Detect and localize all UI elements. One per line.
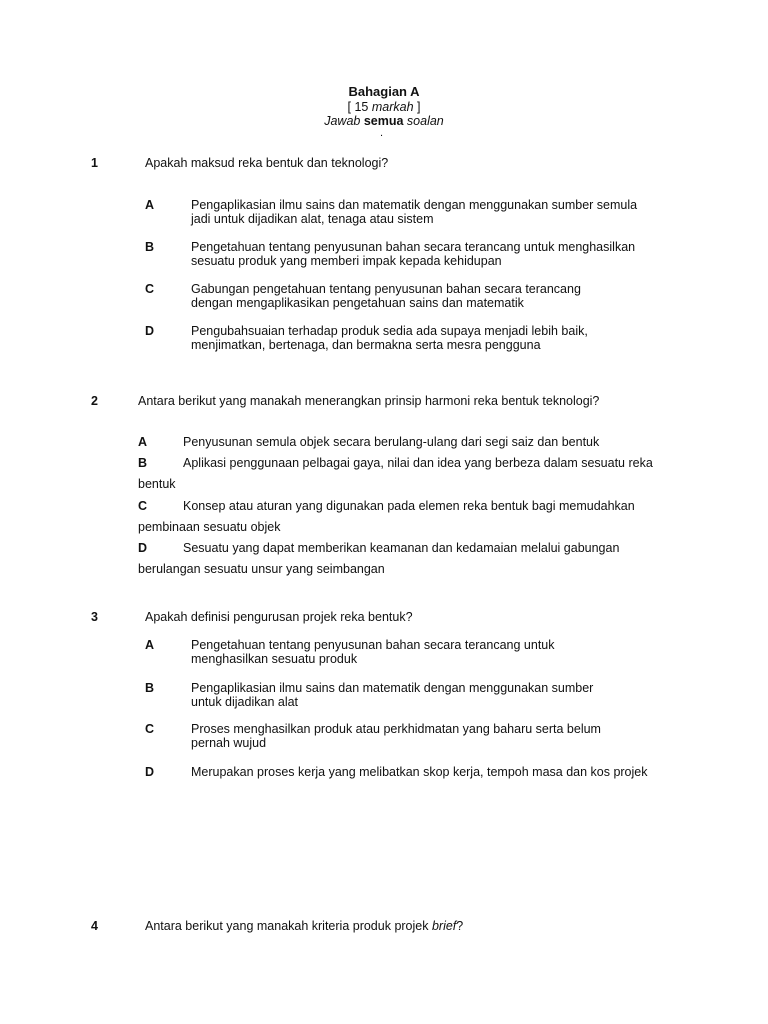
option-line: Pengetahuan tentang penyusunan bahan secara terancang untuk menghasilkan <box>191 240 636 254</box>
question-text: Apakah maksud reka bentuk dan teknologi? <box>145 156 389 170</box>
option-text <box>191 240 711 268</box>
question-number: 4 <box>91 919 98 933</box>
question-text <box>145 919 463 933</box>
option-label: B <box>138 456 148 470</box>
option-label: C <box>145 722 155 736</box>
option-line: Sesuatu yang dapat memberikan keamanan dan kedamaian melalui gabungan <box>183 541 620 555</box>
option-line: Pengaplikasian ilmu sains dan matematik dengan menggunakan sumber <box>191 681 594 695</box>
option-label: A <box>145 638 155 652</box>
option-line: Proses menghasilkan produk atau perkhidmatan yang baharu serta belum <box>191 722 601 736</box>
option-text <box>191 282 711 310</box>
option-label: B <box>145 681 155 695</box>
instruction-line <box>0 114 768 128</box>
option-text <box>191 722 711 750</box>
marks-line <box>0 100 768 114</box>
option-line: berulangan sesuatu unsur yang seimbangan <box>138 562 385 576</box>
marks-open: [ 15 <box>347 100 372 114</box>
option-text <box>191 765 731 779</box>
option-text <box>191 324 711 352</box>
instr-jawab: Jawab <box>324 114 361 128</box>
option-line: Pengaplikasian ilmu sains dan matematik dengan menggunakan sumber semula <box>191 198 638 212</box>
question-text-part: Antara berikut yang manakah kriteria produk projek <box>145 919 432 933</box>
option-line: Penyusunan semula objek secara berulang-ulang dari segi saiz dan bentuk <box>183 435 600 449</box>
option-line: Konsep atau aturan yang digunakan pada elemen reka bentuk bagi memudahkan <box>183 499 635 513</box>
option-text <box>191 638 711 666</box>
header-dot: . <box>380 127 384 139</box>
option-text <box>191 198 711 226</box>
instr-semua: semua <box>360 114 404 128</box>
section-title: Bahagian A <box>348 84 420 99</box>
question-number: 2 <box>91 394 98 408</box>
question-number: 3 <box>91 610 98 624</box>
option-label: C <box>138 499 148 513</box>
option-line: Pengubahsuaian terhadap produk sedia ada supaya menjadi lebih baik, <box>191 324 588 338</box>
instr-soalan: soalan <box>403 114 444 128</box>
option-line: Pengetahuan tentang penyusunan bahan secara terancang untuk <box>191 638 555 652</box>
option-label: A <box>138 435 148 449</box>
option-text <box>191 681 711 709</box>
option-line: sesuatu produk yang memberi impak kepada kehidupan <box>191 254 502 268</box>
option-line: jadi untuk dijadikan alat, tenaga atau sistem <box>191 212 434 226</box>
option-line: bentuk <box>138 477 176 491</box>
question-text: Antara berikut yang manakah menerangkan prinsip harmoni reka bentuk teknologi? <box>138 394 600 408</box>
option-line: Merupakan proses kerja yang melibatkan skop kerja, tempoh masa dan kos projek <box>191 765 648 779</box>
question-number: 1 <box>91 156 98 170</box>
question-text-part: ? <box>456 919 464 933</box>
option-label: C <box>145 282 155 296</box>
option-line: dengan mengaplikasikan pengetahuan sains dan matematik <box>191 296 524 310</box>
option-line: Aplikasi penggunaan pelbagai gaya, nilai dan idea yang berbeza dalam sesuatu reka <box>183 456 653 470</box>
question-text: Apakah definisi pengurusan projek reka bentuk? <box>145 610 413 624</box>
option-label: D <box>138 541 148 555</box>
option-line: menghasilkan sesuatu produk <box>191 652 358 666</box>
option-line: pembinaan sesuatu objek <box>138 520 281 534</box>
marks-close: ] <box>413 100 421 114</box>
option-label: B <box>145 240 155 254</box>
option-label: D <box>145 324 155 338</box>
option-line: Gabungan pengetahuan tentang penyusunan bahan secara terancang <box>191 282 581 296</box>
option-line: pernah wujud <box>191 736 267 750</box>
question-text-brief: brief <box>431 919 457 933</box>
option-label: D <box>145 765 155 779</box>
option-line: untuk dijadikan alat <box>191 695 299 709</box>
marks-word: markah <box>371 100 414 114</box>
option-label: A <box>145 198 155 212</box>
option-line: menjimatkan, bertenaga, dan bermakna serta mesra pengguna <box>191 338 541 352</box>
